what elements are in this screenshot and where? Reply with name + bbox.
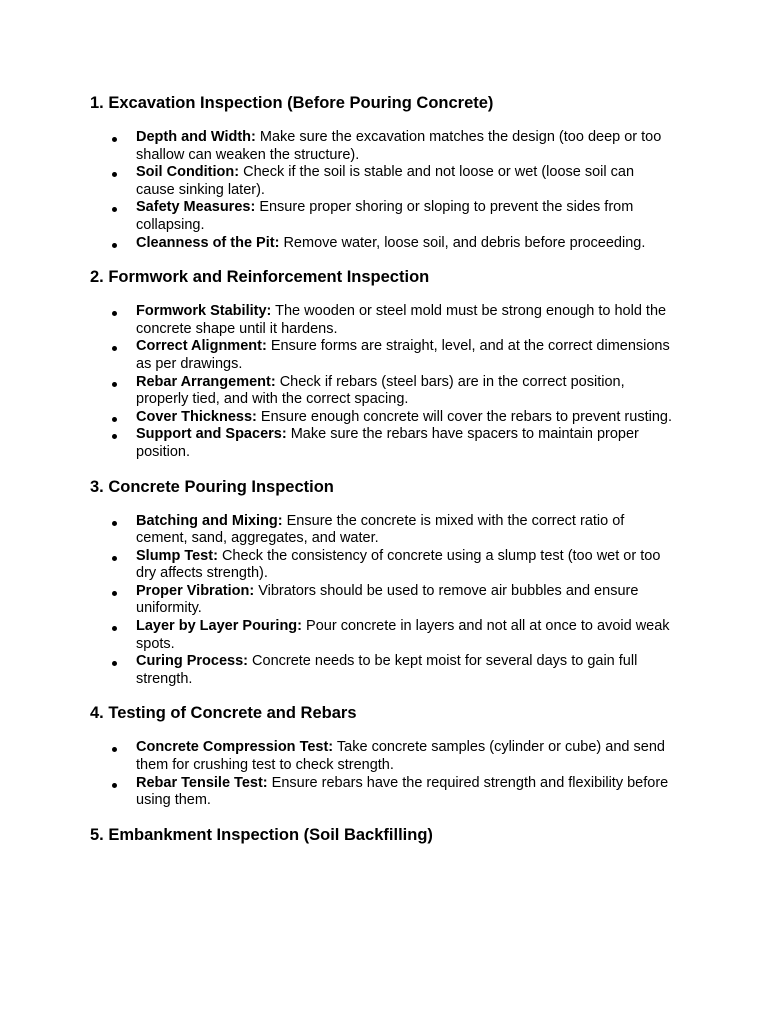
bullet-icon: [112, 243, 117, 248]
list-item: [90, 513, 676, 548]
item-term: Soil Condition:: [136, 164, 240, 181]
item-text: Remove water, loose soil, and debris before proceeding.: [283, 234, 646, 251]
list-item: [90, 739, 676, 774]
list-item: [90, 164, 676, 199]
bullet-icon: [112, 172, 117, 177]
list-item: [90, 653, 676, 688]
item-term: Layer by Layer Pouring:: [136, 618, 302, 635]
list-item: [90, 338, 676, 373]
list-item: [90, 235, 676, 253]
document-section: [90, 266, 768, 461]
list-item: [90, 303, 676, 338]
bullet-icon: [112, 311, 117, 316]
list-item: [90, 426, 676, 461]
bullet-icon: [112, 346, 117, 351]
bullet-icon: [112, 207, 117, 212]
section-heading: 4. Testing of Concrete and Rebars: [90, 704, 357, 723]
bullet-icon: [112, 417, 117, 422]
list-item: [90, 374, 676, 409]
section-heading: 5. Embankment Inspection (Soil Backfilling): [90, 825, 433, 844]
item-term: Slump Test:: [136, 547, 218, 564]
list-item: [90, 199, 676, 234]
item-term: Cover Thickness:: [136, 408, 257, 425]
list-item: [90, 618, 676, 653]
item-term: Depth and Width:: [136, 129, 256, 145]
item-text: Ensure rebars have the required strength and flexibility before using them.: [136, 774, 669, 809]
bullet-list: [90, 303, 768, 461]
bullet-icon: [112, 783, 117, 788]
item-text: Check if rebars (steel bars) are in the correct position, properly tied, and with the correct spacing.: [136, 373, 625, 408]
document-section: [90, 92, 768, 252]
item-text: Ensure the concrete is mixed with the correct ratio of cement, sand, aggregates, and water.: [136, 512, 625, 547]
bullet-icon: [112, 382, 117, 387]
document-section: [90, 702, 768, 809]
bullet-icon: [112, 591, 117, 596]
item-text: Pour concrete in layers and not all at once to avoid weak spots.: [136, 618, 670, 652]
bullet-icon: [112, 747, 117, 752]
item-term: Support and Spacers:: [136, 426, 287, 443]
item-text: Check the consistency of concrete using a slump test (too wet or too dry affects strength).: [136, 547, 661, 582]
item-term: Correct Alignment:: [136, 338, 267, 355]
bullet-list: [90, 129, 768, 252]
item-term: Cleanness of the Pit:: [136, 234, 280, 251]
item-term: Curing Process:: [136, 653, 248, 670]
section-heading: 1. Excavation Inspection (Before Pouring Concrete): [90, 94, 494, 112]
bullet-list: [90, 513, 768, 689]
document-section: [90, 824, 768, 846]
item-term: Proper Vibration:: [136, 582, 255, 599]
item-term: Batching and Mixing:: [136, 512, 283, 529]
item-text: Ensure forms are straight, level, and at the correct dimensions as per drawings.: [136, 338, 670, 372]
list-item: [90, 409, 676, 427]
item-term: Formwork Stability:: [136, 303, 272, 320]
bullet-list: [90, 739, 768, 809]
item-term: Rebar Tensile Test:: [136, 774, 268, 791]
list-item: [90, 548, 676, 583]
item-text: Check if the soil is stable and not loose or wet (loose soil can cause sinking later).: [136, 164, 635, 198]
document-section: [90, 476, 768, 689]
list-item: [90, 775, 676, 810]
bullet-icon: [112, 661, 117, 666]
bullet-icon: [112, 521, 117, 526]
item-text: Take concrete samples (cylinder or cube) and send them for crushing test to check strength.: [136, 739, 665, 774]
bullet-icon: [112, 556, 117, 561]
item-term: Concrete Compression Test:: [136, 739, 334, 756]
list-item: [90, 129, 676, 164]
bullet-icon: [112, 434, 117, 439]
section-heading: 3. Concrete Pouring Inspection: [90, 477, 334, 496]
section-heading: 2. Formwork and Reinforcement Inspection: [90, 268, 430, 287]
item-text: Ensure enough concrete will cover the rebars to prevent rusting.: [260, 408, 672, 425]
item-text: Vibrators should be used to remove air bubbles and ensure uniformity.: [136, 582, 639, 617]
item-term: Safety Measures:: [136, 199, 256, 216]
sections-container: [90, 92, 768, 846]
item-text: Concrete needs to be kept moist for several days to gain full strength.: [136, 653, 638, 687]
item-text: Make sure the rebars have spacers to maintain proper position.: [136, 426, 639, 460]
item-text: Make sure the excavation matches the design (too deep or too shallow can weaken the structure).: [136, 129, 662, 163]
item-text: The wooden or steel mold must be strong enough to hold the concrete shape until it hardens.: [136, 303, 667, 337]
item-text: Ensure proper shoring or sloping to prevent the sides from collapsing.: [136, 199, 634, 233]
bullet-icon: [112, 626, 117, 631]
bullet-icon: [112, 137, 117, 142]
list-item: [90, 583, 676, 618]
item-term: Rebar Arrangement:: [136, 373, 276, 390]
